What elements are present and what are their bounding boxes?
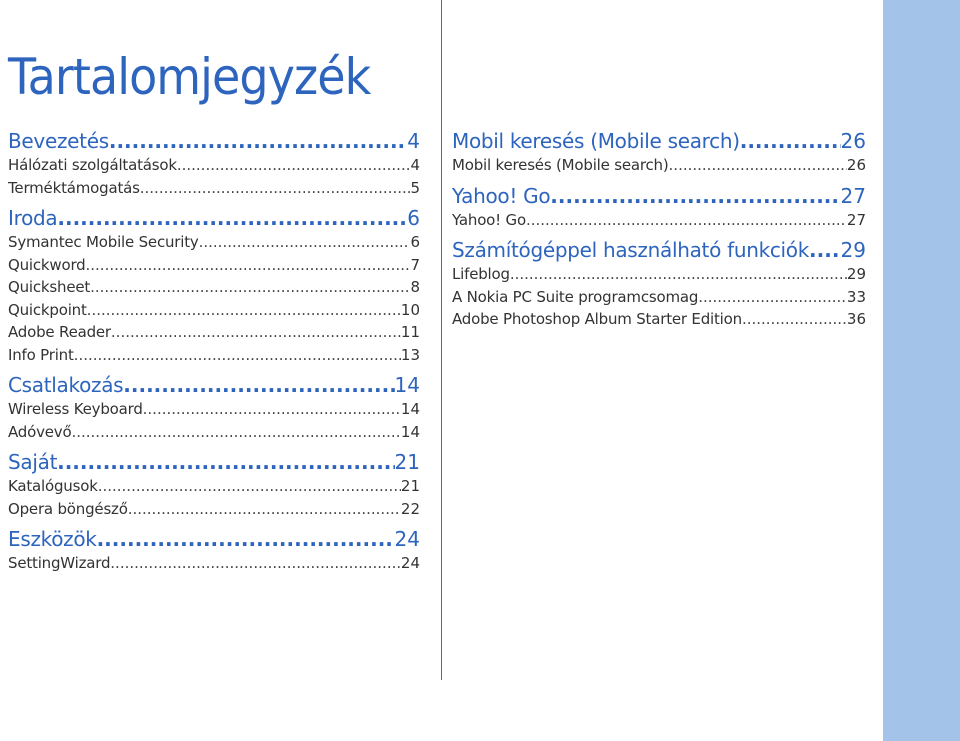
toc-section-csatlakozas: [8, 372, 420, 443]
toc-page-number: 26: [846, 156, 866, 174]
toc-page-number: 4: [410, 156, 420, 174]
toc-entry-label: Yahoo! Go: [452, 210, 526, 229]
toc-leader-dots: [740, 128, 841, 154]
toc-page-number: 26: [840, 129, 866, 153]
toc-entry-label: Opera böngésző: [8, 499, 128, 518]
toc-heading[interactable]: [8, 526, 420, 552]
toc-leader-dots: [97, 526, 395, 552]
toc-left-column: [8, 128, 420, 581]
toc-heading[interactable]: [452, 237, 866, 263]
toc-section-yahoo-go: [452, 183, 866, 232]
toc-leader-dots: [550, 183, 840, 209]
toc-entry[interactable]: [8, 498, 420, 521]
toc-leader-dots: [698, 286, 847, 309]
toc-leader-dots: [57, 205, 407, 231]
toc-entry-label: Adóvevő: [8, 422, 72, 441]
toc-entry-label: Quickword: [8, 255, 86, 274]
toc-page-number: 8: [410, 278, 420, 296]
toc-page-number: 24: [394, 527, 420, 551]
toc-section-mobil-kereses: [452, 128, 866, 177]
toc-entry[interactable]: [452, 263, 866, 286]
toc-entry[interactable]: [8, 276, 420, 299]
toc-leader-dots: [71, 421, 400, 444]
toc-page-number: 14: [400, 400, 420, 418]
toc-leader-dots: [87, 299, 401, 322]
toc-heading-label: Eszközök: [8, 527, 97, 551]
toc-page-number: 14: [400, 422, 420, 441]
toc-entry-label: SettingWizard: [8, 554, 111, 572]
toc-page-number: 29: [840, 238, 866, 262]
toc-entry[interactable]: [8, 552, 420, 575]
toc-section-szamitogeppel: [452, 237, 866, 331]
toc-leader-dots: [109, 128, 407, 154]
toc-entry-label: Wireless Keyboard: [8, 400, 143, 418]
toc-page-number: 36: [846, 310, 866, 328]
toc-leader-dots: [177, 154, 411, 177]
toc-page-number: 6: [410, 233, 420, 251]
toc-page-number: 29: [846, 265, 866, 283]
toc-entry-label: Symantec Mobile Security: [8, 233, 199, 251]
toc-leader-dots: [90, 276, 410, 299]
toc-page-number: 21: [400, 477, 420, 495]
toc-entry[interactable]: [452, 209, 866, 232]
toc-page-number: 4: [407, 129, 420, 153]
toc-heading[interactable]: [8, 205, 420, 231]
toc-leader-dots: [128, 498, 401, 521]
toc-leader-dots: [86, 254, 411, 277]
toc-section-sajat: [8, 449, 420, 520]
toc-entry[interactable]: [8, 154, 420, 177]
toc-entry[interactable]: [8, 321, 420, 344]
toc-entry[interactable]: [8, 254, 420, 277]
toc-leader-dots: [123, 372, 394, 398]
toc-entry[interactable]: [452, 286, 866, 309]
toc-heading-label: Számítógéppel használható funkciók: [452, 238, 810, 262]
toc-heading[interactable]: [452, 128, 866, 154]
toc-page-number: 27: [846, 210, 866, 229]
toc-page-number: 27: [840, 183, 866, 208]
toc-section-bevezetes: [8, 128, 420, 199]
page-title: Tartalomjegyzék: [8, 48, 371, 106]
toc-page-number: 6: [407, 206, 420, 230]
toc-heading-label: Mobil keresés (Mobile search): [452, 129, 740, 153]
toc-entry-label: Quicksheet: [8, 278, 91, 296]
toc-page-number: 22: [400, 499, 420, 518]
toc-page-number: 33: [846, 287, 866, 306]
toc-right-column: [452, 128, 866, 337]
toc-section-eszkozok: [8, 526, 420, 575]
toc-leader-dots: [140, 177, 411, 200]
toc-entry[interactable]: [452, 308, 866, 331]
toc-entry-label: Quickpoint: [8, 300, 87, 319]
toc-leader-dots: [669, 154, 847, 177]
toc-section-iroda: [8, 205, 420, 366]
toc-leader-dots: [111, 321, 401, 344]
toc-leader-dots: [57, 449, 394, 475]
toc-entry-label: Mobil keresés (Mobile search): [452, 156, 669, 174]
toc-page-number: 11: [400, 323, 420, 341]
toc-page-number: 13: [400, 345, 420, 364]
toc-page-number: 10: [400, 300, 420, 319]
column-divider: [441, 0, 442, 680]
side-color-bar: [883, 0, 960, 741]
toc-heading[interactable]: [452, 183, 866, 209]
toc-leader-dots: [110, 552, 401, 575]
toc-page-number: 21: [394, 450, 420, 474]
toc-entry-label: Lifeblog: [452, 265, 510, 283]
toc-leader-dots: [742, 308, 847, 331]
toc-leader-dots: [510, 263, 847, 286]
toc-heading-label: Yahoo! Go: [452, 183, 551, 208]
toc-heading-label: Saját: [8, 450, 58, 474]
toc-leader-dots: [98, 475, 401, 498]
toc-entry[interactable]: [8, 344, 420, 367]
toc-page-number: 7: [410, 255, 420, 274]
toc-heading-label: Iroda: [8, 206, 58, 230]
toc-heading[interactable]: [8, 128, 420, 154]
toc-page-number: 14: [394, 373, 420, 397]
toc-entry[interactable]: [8, 398, 420, 421]
toc-entry-label: Info Print: [8, 345, 74, 364]
toc-entry-label: Katalógusok: [8, 477, 98, 495]
toc-entry[interactable]: [452, 154, 866, 177]
toc-entry-label: Terméktámogatás: [8, 178, 140, 197]
toc-entry-label: Adobe Reader: [8, 323, 111, 341]
toc-leader-dots: [74, 344, 401, 367]
toc-entry-label: A Nokia PC Suite programcsomag: [452, 287, 699, 306]
toc-entry[interactable]: [8, 299, 420, 322]
toc-leader-dots: [809, 237, 841, 263]
toc-heading[interactable]: [8, 449, 420, 475]
toc-heading[interactable]: [8, 372, 420, 398]
toc-heading-label: Csatlakozás: [8, 373, 124, 397]
toc-leader-dots: [199, 231, 411, 254]
toc-entry[interactable]: [8, 231, 420, 254]
toc-page-number: 5: [410, 178, 420, 197]
toc-entry-label: Adobe Photoshop Album Starter Edition: [452, 310, 742, 328]
toc-leader-dots: [526, 209, 847, 232]
toc-page-number: 24: [400, 554, 420, 572]
toc-entry[interactable]: [8, 475, 420, 498]
toc-heading-label: Bevezetés: [8, 129, 109, 153]
toc-leader-dots: [143, 398, 401, 421]
toc-entry[interactable]: [8, 421, 420, 444]
toc-entry-label: Hálózati szolgáltatások: [8, 156, 177, 174]
toc-entry[interactable]: [8, 177, 420, 200]
